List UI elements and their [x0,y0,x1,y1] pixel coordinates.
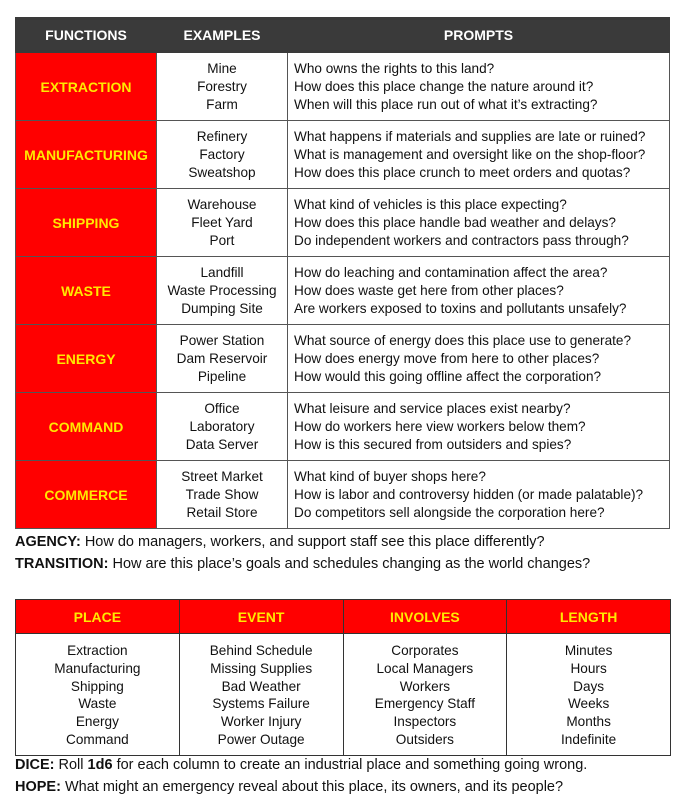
example-item: Dam Reservoir [176,350,268,366]
example-item: Forestry [197,78,247,94]
prompt-item: How is labor and controversy hidden (or made palatable)? [294,486,644,502]
prompt-item: What kind of buyer shops here? [294,468,486,484]
example-item: Factory [199,146,245,162]
header-place: PLACE [16,600,180,634]
agency-note [15,534,545,550]
function-name: EXTRACTION [16,53,157,121]
dice-option: Weeks [567,696,610,712]
example-item: Power Station [179,332,265,348]
dice-column-length [507,634,671,756]
examples-cell [157,121,288,189]
header-length: LENGTH [507,600,671,634]
dice-column-place [16,634,180,756]
dice-option: Days [573,678,605,694]
examples-cell [157,53,288,121]
function-name: COMMAND [16,393,157,461]
dice-option: Behind Schedule [209,643,313,658]
dice-pre: Roll [58,757,84,773]
prompt-item: How do workers here view workers below them? [294,418,586,434]
dice-option: Bad Weather [221,678,301,694]
functions-table [15,17,670,529]
dice-post: for each column to create an industrial place and something going wrong. [116,757,588,773]
dice-option: Emergency Staff [374,696,475,712]
transition-note [15,556,590,572]
functions-header-row [16,18,670,53]
prompt-item: How does this place handle bad weather and delays? [294,214,616,230]
dice-option: Indefinite [561,731,617,747]
example-item: Waste Processing [167,282,277,298]
prompt-item: What is management and oversight like on the shop-floor? [294,146,646,162]
header-examples: EXAMPLES [157,18,288,53]
function-name: COMMERCE [16,461,157,529]
examples-cell [157,325,288,393]
prompt-item: Do competitors sell alongside the corporation here? [294,504,605,520]
function-row [16,257,670,325]
examples-cell [157,393,288,461]
header-functions: FUNCTIONS [16,18,157,53]
prompt-item: How does this place crunch to meet orders and quotas? [294,164,631,180]
prompt-item: Who owns the rights to this land? [294,60,495,76]
example-item: Fleet Yard [191,214,253,230]
example-item: Pipeline [197,368,247,384]
example-item: Port [209,232,235,248]
dice-option: Corporates [391,643,459,658]
dice-option: Extraction [67,643,128,658]
dice-option: Workers [399,678,451,694]
dice-option: Local Managers [376,660,474,676]
prompt-item: What kind of vehicles is this place expecting? [294,196,567,212]
function-name: ENERGY [16,325,157,393]
function-row [16,393,670,461]
header-event: EVENT [179,600,343,634]
example-item: Data Server [185,436,259,452]
dice-option: Missing Supplies [210,660,313,676]
prompt-item: What happens if materials and supplies are late or ruined? [294,128,646,144]
prompt-item: Are workers exposed to toxins and pollutants unsafely? [294,300,627,316]
example-item: Refinery [196,128,248,144]
header-involves: INVOLVES [343,600,507,634]
prompt-item: How do leaching and contamination affect the area? [294,264,608,280]
prompt-item: When will this place run out of what it’s extracting? [294,96,598,112]
prompt-item: How does waste get here from other places? [294,282,564,298]
transition-label: TRANSITION: [15,556,109,572]
dice-option: Hours [570,660,607,676]
dice-column-involves [343,634,507,756]
function-row [16,121,670,189]
examples-cell [157,189,288,257]
example-item: Trade Show [185,486,259,502]
prompt-item: How does energy move from here to other places? [294,350,600,366]
header-prompts: PROMPTS [288,18,670,53]
dice-option: Inspectors [393,714,457,730]
prompt-item: What leisure and service places exist nearby? [294,400,571,416]
dice-option: Outsiders [395,731,454,747]
prompt-item: What source of energy does this place use to generate? [294,332,632,348]
example-item: Sweatshop [188,164,256,180]
example-item: Farm [206,96,238,112]
examples-cell [157,257,288,325]
dice-option: Systems Failure [212,696,310,712]
function-row [16,461,670,529]
example-item: Office [204,400,240,416]
transition-text: How are this place’s goals and schedules changing as the world changes? [112,556,591,572]
dice-option: Shipping [70,678,124,694]
dice-option: Command [66,731,129,747]
dice-option: Months [566,714,611,730]
hope-note [15,779,563,795]
prompts-cell [288,393,670,461]
agency-text: How do managers, workers, and support staff see this place differently? [84,534,545,550]
dice-option: Waste [78,696,117,712]
example-item: Laboratory [189,418,255,434]
function-row [16,325,670,393]
prompt-item: How would this going offline affect the corporation? [294,368,602,384]
function-row [16,189,670,257]
dice-table [15,599,671,756]
dice-option: Power Outage [217,731,305,747]
prompts-cell [288,53,670,121]
example-item: Warehouse [187,196,257,212]
prompts-cell [288,189,670,257]
dice-label: DICE: [15,757,55,773]
example-item: Mine [207,60,237,76]
prompts-cell [288,325,670,393]
function-name: WASTE [16,257,157,325]
dice-option: Energy [75,714,119,730]
agency-label: AGENCY: [15,534,81,550]
example-item: Retail Store [186,504,258,520]
prompts-cell [288,121,670,189]
dice-option: Manufacturing [54,660,141,676]
prompt-item: How does this place change the nature around it? [294,78,594,94]
function-name: SHIPPING [16,189,157,257]
dice-note [15,757,587,773]
examples-cell [157,461,288,529]
prompts-cell [288,257,670,325]
dice-column-event [179,634,343,756]
function-name: MANUFACTURING [16,121,157,189]
prompt-item: Do independent workers and contractors pass through? [294,232,629,248]
function-row [16,53,670,121]
dice-header-row [16,600,671,634]
example-item: Street Market [181,468,263,484]
dice-values-row [16,634,671,756]
dice-option: Minutes [564,643,613,658]
hope-text: What might an emergency reveal about this place, its owners, and its people? [64,779,564,795]
dice-die: 1d6 [87,757,113,773]
prompts-cell [288,461,670,529]
example-item: Landfill [200,264,244,280]
example-item: Dumping Site [181,300,263,316]
prompt-item: How is this secured from outsiders and spies? [294,436,572,452]
hope-label: HOPE: [15,779,61,795]
dice-option: Worker Injury [220,714,302,730]
